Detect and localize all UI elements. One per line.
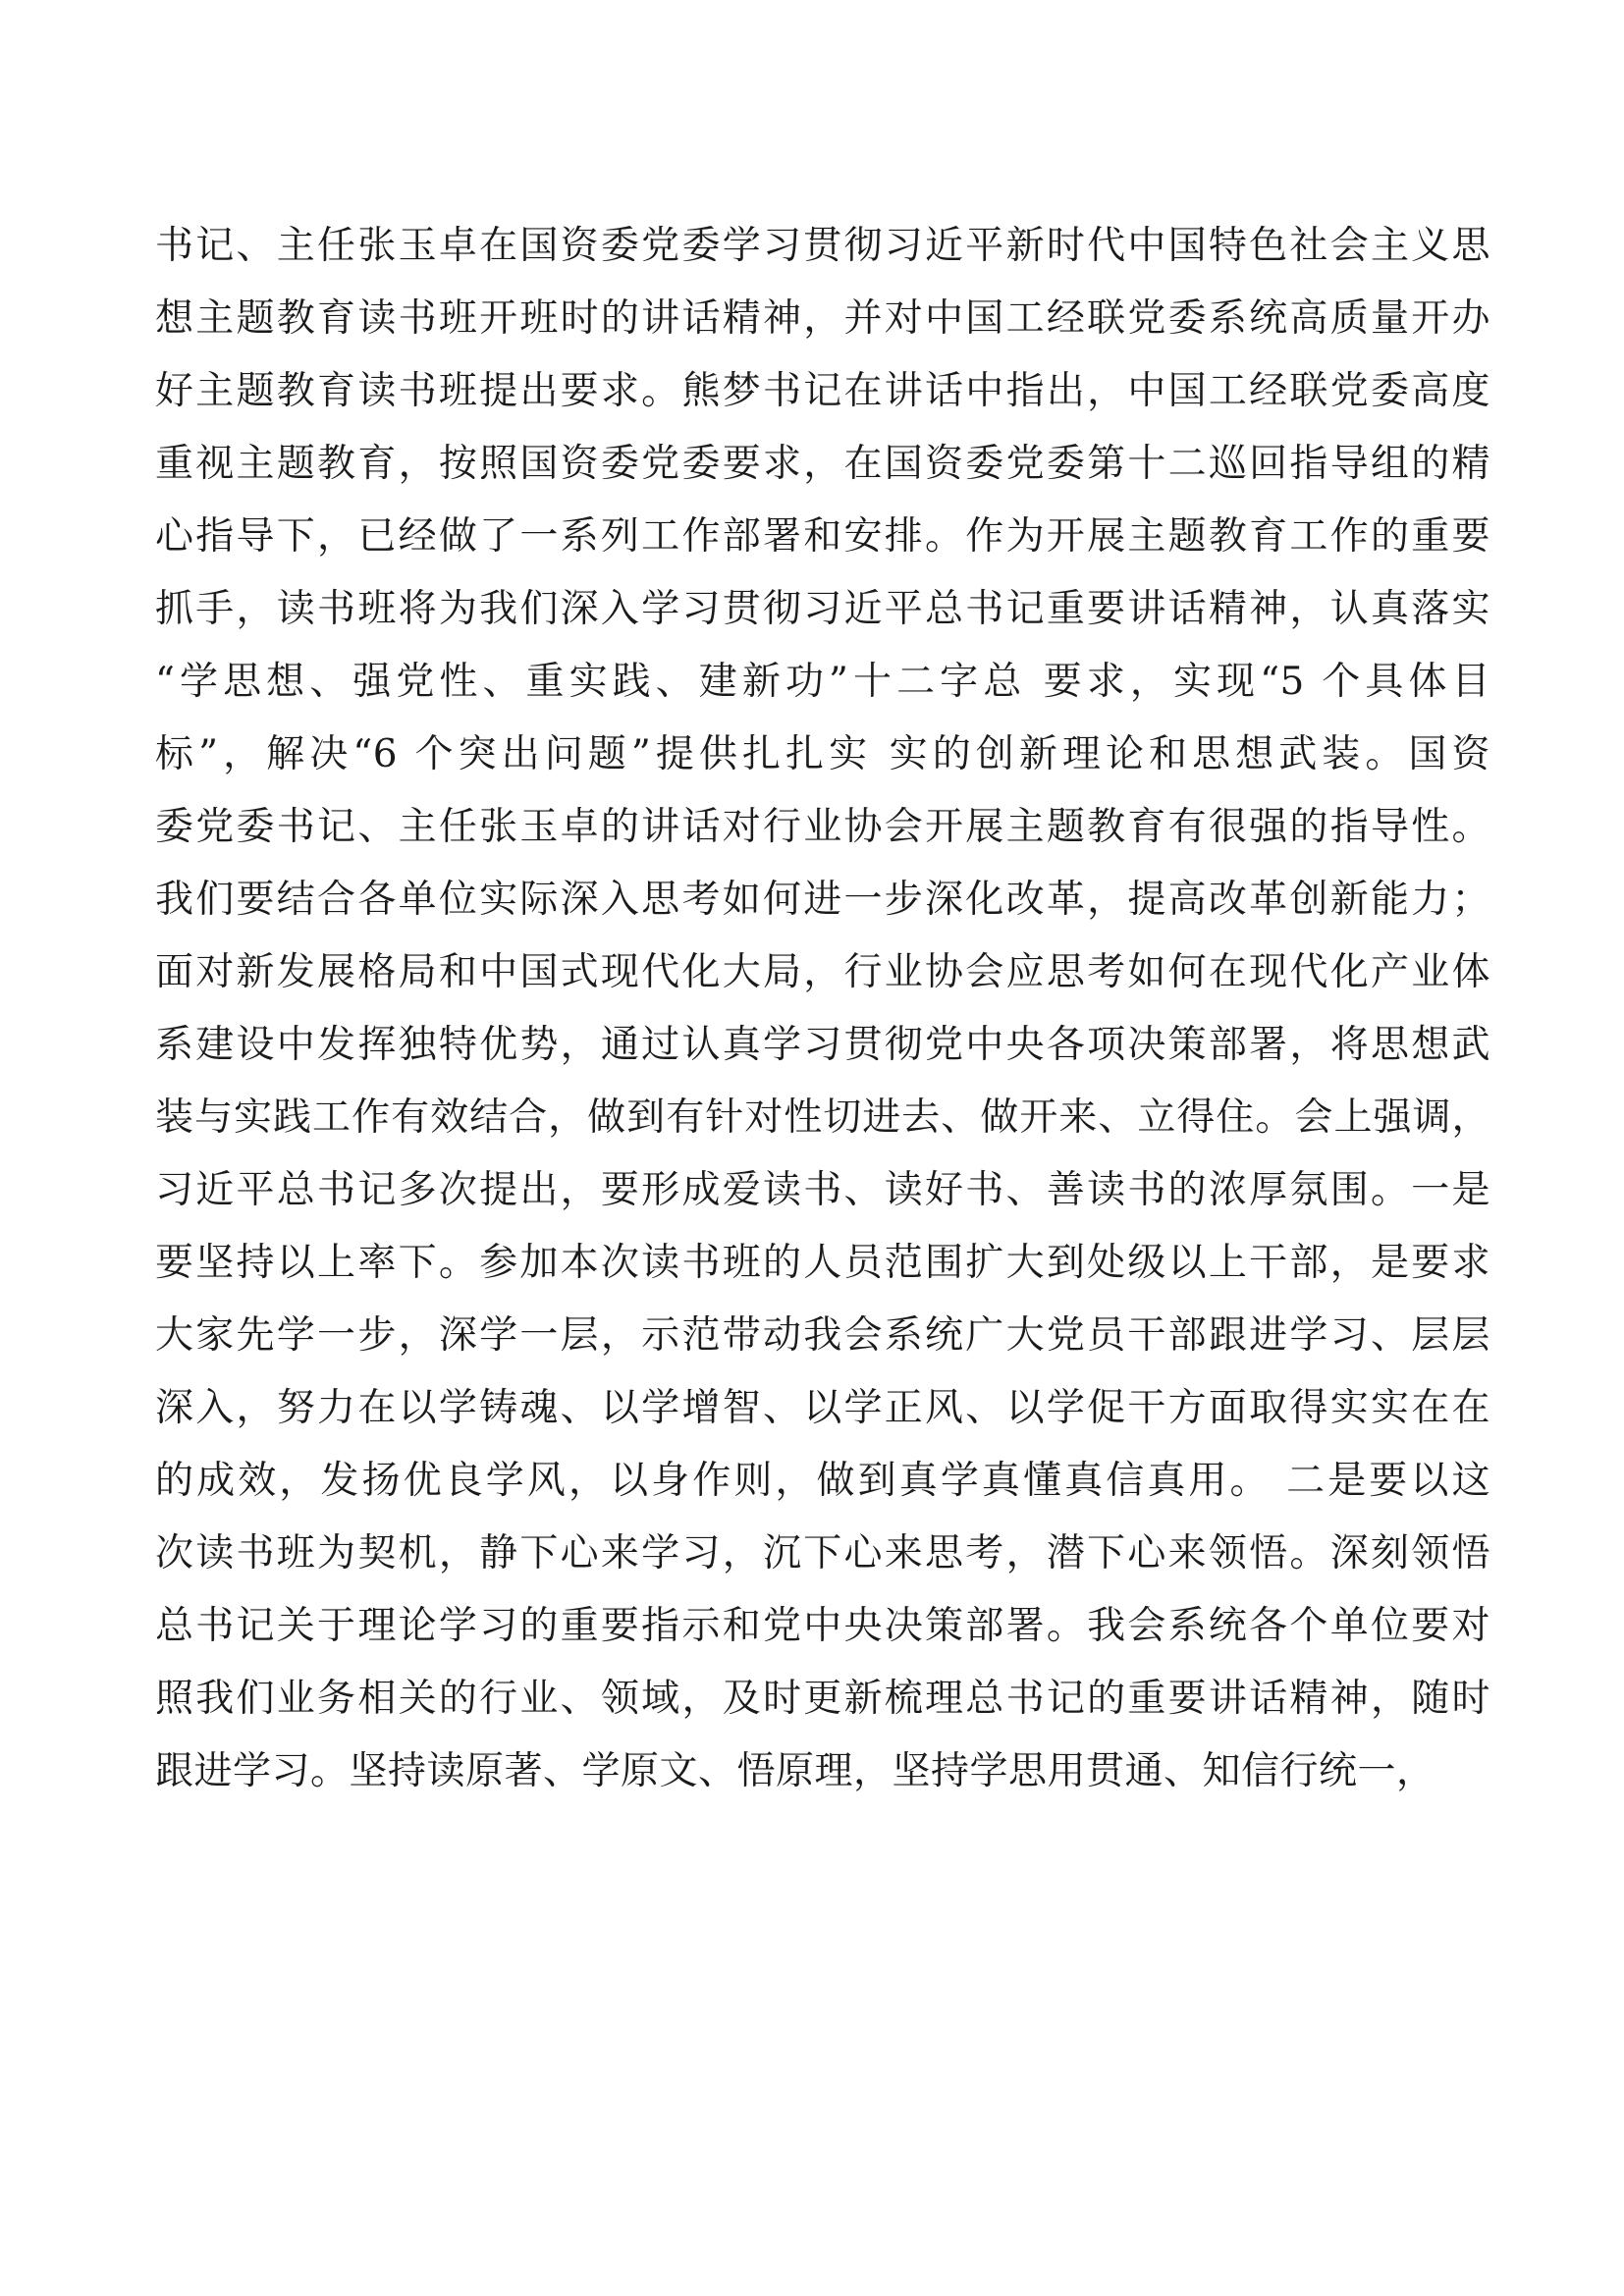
text-line-12: 系建设中发挥独特优势，通过认真学习贯彻党中央各项决策部署，将思想武 — [155, 1023, 1490, 1067]
text-line-10: 我们要结合各单位实际深入思考如何进一步深化改革，提高改革创新能力； — [155, 878, 1490, 922]
text-line-8: 标”，解决“6 个突出问题”提供扎扎实 实的创新理论和思想武装。国资 — [155, 732, 1490, 776]
body-paragraph — [155, 210, 1490, 1808]
text-line-5: 心指导下，已经做了一系列工作部署和安排。作为开展主题教育工作的重要 — [155, 514, 1490, 559]
text-line-18: 的成效，发扬优良学风，以身作则，做到真学真懂真信真用。 二是要以这 — [155, 1459, 1490, 1503]
text-line-7: “学思想、强党性、重实践、建新功”十二字总 要求，实现“5 个具体目 — [155, 660, 1490, 704]
text-line-11: 面对新发展格局和中国式现代化大局，行业协会应思考如何在现代化产业体 — [155, 950, 1490, 994]
text-line-13: 装与实践工作有效结合，做到有针对性切进去、做开来、立得住。会上强调， — [155, 1095, 1490, 1140]
text-line-21: 照我们业务相关的行业、领域，及时更新梳理总书记的重要讲话精神，随时 — [155, 1677, 1490, 1721]
text-line-22: 跟进学习。坚持读原著、学原文、悟原理，坚持学思用贯通、知信行统一， — [155, 1749, 1435, 1793]
text-line-4: 重视主题教育，按照国资委党委要求，在国资委党委第十二巡回指导组的精 — [155, 442, 1490, 486]
text-line-16: 大家先学一步，深学一层，示范带动我会系统广大党员干部跟进学习、层层 — [155, 1313, 1490, 1358]
text-line-19: 次读书班为契机，静下心来学习，沉下心来思考，潜下心来领悟。深刻领悟 — [155, 1531, 1490, 1575]
text-line-17: 深入，努力在以学铸魂、以学增智、以学正风、以学促干方面取得实实在在 — [155, 1386, 1490, 1430]
text-line-20: 总书记关于理论学习的重要指示和党中央决策部署。我会系统各个单位要对 — [155, 1604, 1490, 1648]
text-line-1: 书记、主任张玉卓在国资委党委学习贯彻习近平新时代中国特色社会主义思 — [155, 224, 1490, 268]
text-line-6: 抓手，读书班将为我们深入学习贯彻习近平总书记重要讲话精神，认真落实 — [155, 587, 1490, 631]
text-line-3: 好主题教育读书班提出要求。熊梦书记在讲话中指出，中国工经联党委高度 — [155, 369, 1490, 413]
text-line-14: 习近平总书记多次提出，要形成爱读书、读好书、善读书的浓厚氛围。一是 — [155, 1168, 1490, 1212]
text-line-2: 想主题教育读书班开班时的讲话精神，并对中国工经联党委系统高质量开办 — [155, 296, 1490, 341]
text-line-15: 要坚持以上率下。参加本次读书班的人员范围扩大到处级以上干部，是要求 — [155, 1241, 1490, 1285]
text-line-9: 委党委书记、主任张玉卓的讲话对行业协会开展主题教育有很强的指导性。 — [155, 805, 1490, 849]
